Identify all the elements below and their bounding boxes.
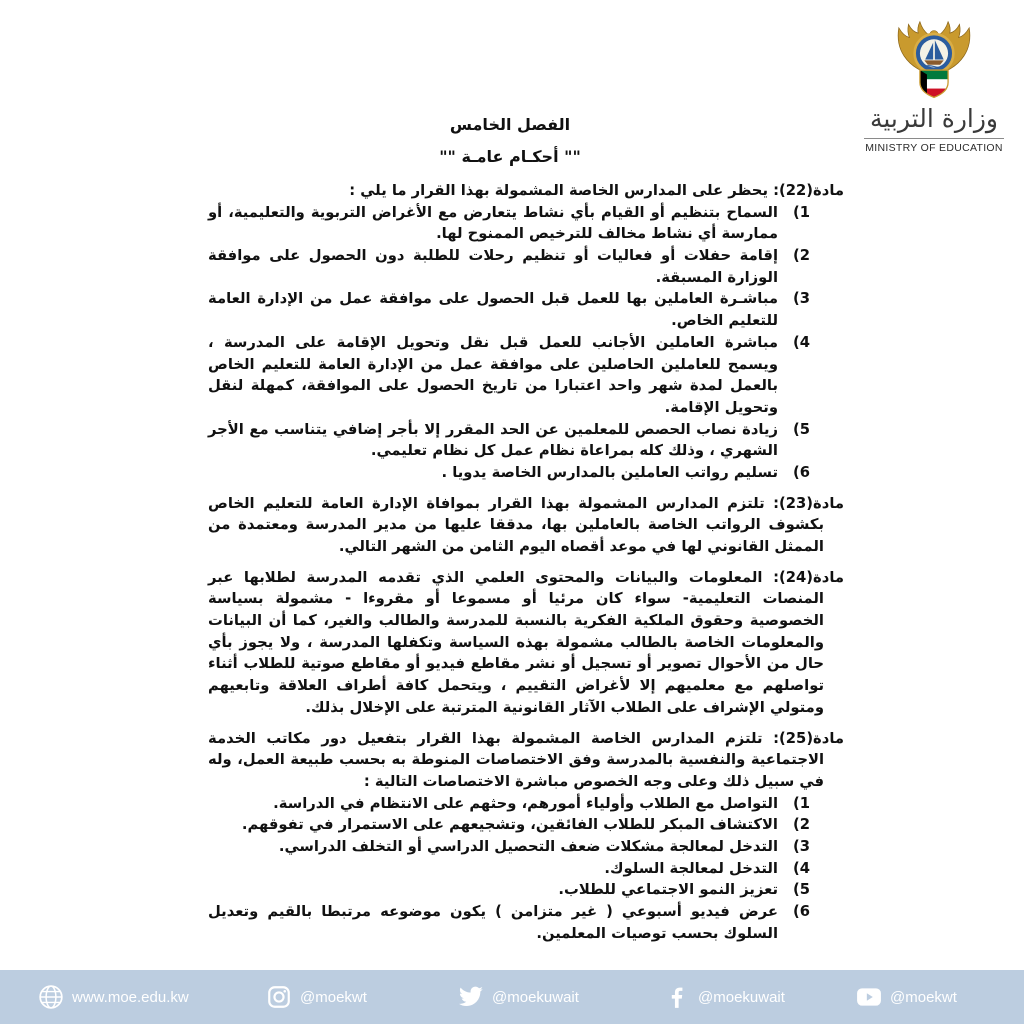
item-text: الاكتشاف المبكر للطلاب الفائقين، وتشجيعهم على الاستمرار في تفوقهم.	[241, 816, 778, 834]
item-text: السماح بتنظيم أو القيام بأي نشاط يتعارض مع الأغراض التربوية والتعليمية، أو ممارسة أي نشاط مخالف للترخيص الممنوح لها.	[208, 203, 778, 243]
footer-youtube-label: @moekwt	[890, 988, 957, 1006]
article-lead	[208, 180, 844, 202]
item-number: 5)	[792, 881, 810, 899]
document-body	[208, 180, 844, 953]
social-footer	[0, 970, 1024, 1024]
item-text: مباشـرة العاملين بها للعمل قبل الحصول على موافقة عمل من الإدارة العامة للتعليم الخاص.	[208, 290, 778, 330]
article-text: المعلومات والبيانات والمحتوى العلمي الذي تقدمه المدرسة لطلابها عبر المنصات التعليمية- سواء كان مرئيا أو مسموعا أو مقروءا - مشمولة بسياسة الخصوصية وحقوق الملكية الفكرية بالنسبة للمدرسة والطالب والغير، كما أن البيانات والمعلومات الخاصة بالطالب مشمولة بهذه السياسة وتكفلها المدرسة ، ولا يجوز بأي حال من الأحوال تصوير أو تسجيل أو نشر مقاطع فيديو أو مقاطع صوتية للطلاب أثناء تواصلهم مع معلميهم إلا لأغراض التقييم ، ويتحمل كافة أطراف العلاقة وتابعيهم ومتولي الإشراف على الطلاب الآثار القانونية المترتبة على الإخلال بذلك.	[208, 568, 824, 716]
item-number: 6)	[792, 903, 810, 920]
item-text: عرض فيديو أسبوعي ( غير متزامن ) يكون موضوعه مرتبطا بالقيم وتعديل السلوك بحسب توصيات المعلمين.	[208, 903, 778, 942]
item-number: 3)	[792, 290, 810, 308]
article-label: مادة(23):	[773, 494, 844, 512]
item-text: مباشرة العاملين الأجانب للعمل قبل نقل وتحويل الإقامة على المدرسة ، ويسمح للعاملين الحاصلين على موافقة عمل من الإدارة العامة للتعليم الخاص بالعمل لمدة شهر واحد اعتبارا من تاريخ الحصول على الموافقة، كمهلة لنقل وتحويل الإقامة.	[208, 333, 778, 416]
article-25	[208, 728, 844, 945]
list-item	[208, 901, 824, 944]
item-text: زيادة نصاب الحصص للمعلمين عن الحد المقرر إلا بأجر إضافي يتناسب مع الأجر الشهري ، وذلك كله بمراعاة نظام عمل كل نظام تعليمي.	[208, 420, 778, 460]
item-number: 1)	[792, 794, 810, 812]
footer-facebook-label: @moekuwait	[698, 988, 785, 1006]
item-text: التواصل مع الطلاب وأولياء أمورهم، وحثهم على الانتظام في الدراسة.	[273, 794, 778, 812]
list-item	[208, 202, 824, 245]
item-text: تسليم رواتب العاملين بالمدارس الخاصة يدويا .	[441, 463, 778, 481]
list-item	[208, 288, 824, 331]
item-number: 3)	[792, 837, 810, 855]
list-item	[208, 879, 824, 901]
footer-website-link[interactable]	[38, 970, 189, 1024]
item-number: 4)	[792, 333, 810, 351]
chapter-subtitle: "" أحكـام عامـة ""	[439, 147, 581, 166]
item-number: 4)	[792, 859, 810, 877]
list-item	[208, 419, 824, 462]
footer-instagram-label: @moekwt	[300, 988, 367, 1006]
article-label: مادة(25):	[773, 729, 845, 747]
item-number: 1)	[792, 203, 810, 221]
youtube-icon	[856, 984, 882, 1010]
list-item	[208, 858, 824, 880]
list-item	[208, 836, 824, 858]
footer-youtube-link[interactable]	[856, 970, 957, 1024]
item-text: التدخل لمعالجة مشكلات ضعف التحصيل الدراسي أو التخلف الدراسي.	[278, 837, 778, 855]
article-items	[208, 793, 824, 945]
article-24	[208, 567, 844, 719]
list-item	[208, 332, 824, 419]
article-label: مادة(24):	[773, 568, 844, 586]
ministry-name-english: MINISTRY OF EDUCATION	[864, 138, 1004, 154]
chapter-title: الفصل الخامس	[449, 115, 571, 134]
twitter-icon	[458, 984, 484, 1010]
article-22	[208, 180, 844, 484]
footer-twitter-label: @moekuwait	[492, 988, 579, 1006]
item-text: التدخل لمعالجة السلوك.	[604, 859, 778, 877]
kuwait-emblem-icon	[890, 12, 978, 100]
instagram-icon	[266, 984, 292, 1010]
footer-website-label: www.moe.edu.kw	[72, 988, 189, 1006]
item-number: 2)	[792, 247, 810, 265]
item-text: إقامة حفلات أو فعاليات أو تنظيم رحلات للطلبة دون الحصول على موافقة الوزارة المسبقة.	[208, 247, 778, 286]
article-23	[208, 493, 844, 558]
article-lead	[208, 567, 844, 719]
list-item	[208, 814, 824, 836]
article-items	[208, 202, 824, 484]
list-item	[208, 793, 824, 815]
footer-twitter-link[interactable]	[458, 970, 579, 1024]
item-number: 5)	[792, 420, 810, 438]
article-text: تلتزم المدارس المشمولة بهذا القرار بموافاة الإدارة العامة للتعليم الخاص بكشوف الرواتب الخاصة بالعاملين بها، مدققا عليها من مدير المدرسة ومعتمدة من الممثل القانوني لها في موعد أقصاه اليوم الثامن من الشهر التالي.	[208, 494, 824, 555]
item-text: تعزيز النمو الاجتماعي للطلاب.	[558, 881, 778, 899]
chapter-heading	[300, 112, 720, 170]
article-text: تلتزم المدارس الخاصة المشمولة بهذا القرار بتفعيل دور مكاتب الخدمة الاجتماعية والنفسية بالمدرسة وفق الاختصاصات المنوطة به بحسب طبيعة العمل، وله في سبيل ذلك وعلى وجه الخصوص مباشرة الاختصاصات التالية :	[208, 729, 824, 790]
facebook-icon	[664, 984, 690, 1010]
item-number: 2)	[792, 816, 810, 834]
article-label: مادة(22):	[773, 182, 844, 199]
footer-instagram-link[interactable]	[266, 970, 367, 1024]
item-number: 6)	[792, 463, 810, 481]
globe-icon	[38, 984, 64, 1010]
ministry-logo	[856, 12, 1012, 154]
list-item	[208, 245, 824, 288]
list-item	[208, 462, 824, 484]
article-lead	[208, 728, 845, 793]
article-lead	[208, 493, 844, 558]
ministry-name-arabic: وزارة التربية	[869, 104, 998, 133]
footer-facebook-link[interactable]	[664, 970, 785, 1024]
article-text: يحظر على المدارس الخاصة المشمولة بهذا القرار ما يلي :	[349, 182, 768, 199]
